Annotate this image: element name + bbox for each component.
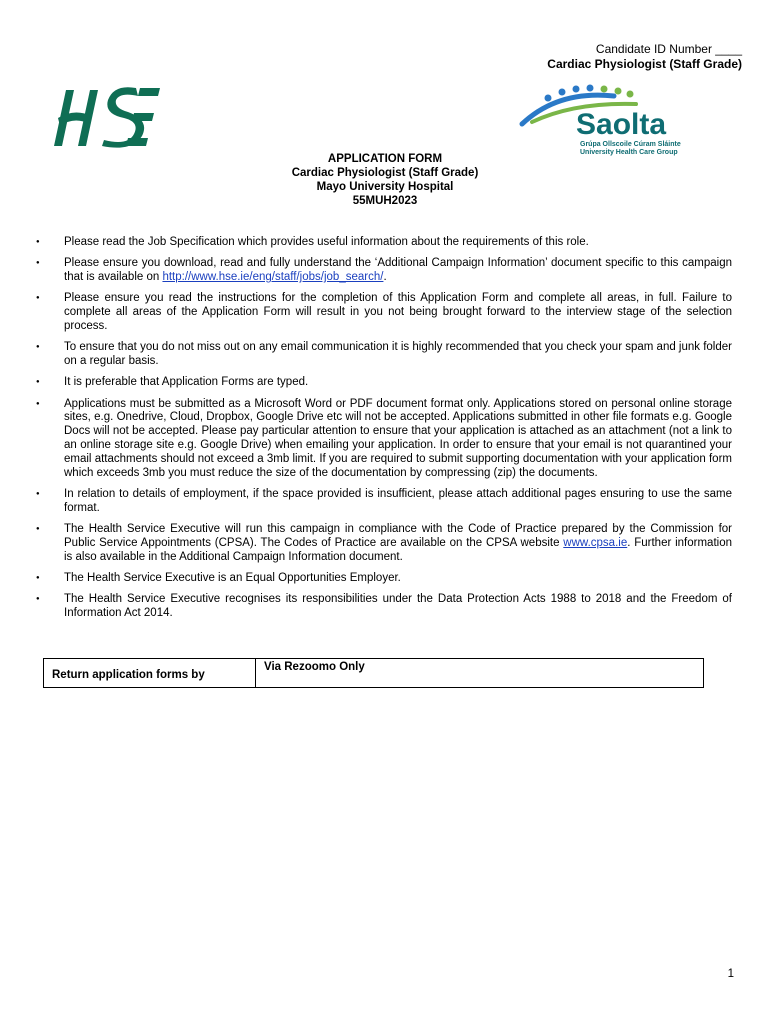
page-number: 1	[727, 968, 734, 980]
list-item: ● Please ensure you read the instructions for the completion of this Application Form and complete all areas, in full. Failure to complete all areas of the Application Form will result in you not being brought forward to the interview stage of the selection process.	[34, 292, 732, 333]
candidate-header	[547, 42, 742, 72]
candidate-id-field[interactable]: Candidate ID Number ____	[595, 42, 742, 56]
list-item: ● Please read the Job Specification which provides useful information about the requirements of this role.	[34, 236, 732, 250]
list-item: ● In relation to details of employment, if the space provided is insufficient, please attach additional pages ensuring to use the same format.	[34, 488, 732, 516]
saolta-logo	[518, 84, 714, 158]
form-role: Cardiac Physiologist (Staff Grade)	[291, 167, 479, 179]
list-item: ● Please ensure you download, read and fully understand the ‘Additional Campaign Information’ document specific to this campaign that is available on http://www.hse.ie/eng/staff/jobs/job_search/.	[34, 257, 732, 285]
list-item: ● The Health Service Executive will run this campaign in compliance with the Code of Practice prepared by the Commission for Public Service Appointments (CPSA). The Codes of Practice are available on the CPSA website www.cpsa.ie. Further information is also available in the Additional Campaign Information document.	[34, 523, 732, 564]
list-item: ● The Health Service Executive is an Equal Opportunities Employer.	[34, 572, 732, 586]
saolta-tagline-irish: Grúpa Ollscoile Cúram Sláinte	[580, 141, 681, 148]
form-hospital: Mayo University Hospital	[316, 181, 454, 193]
list-item: ● To ensure that you do not miss out on any email communication it is highly recommended that you check your spam and junk folder on a regular basis.	[34, 341, 732, 369]
form-reference: 55MUH2023	[352, 195, 418, 207]
list-item: ● Applications must be submitted as a Microsoft Word or PDF document format only. Applications stored on personal online storage sites, e.g. Onedrive, Cloud, Dropbox, Google Drive etc will not be accepted. Applications submitted in other file formats e.g. Google Docs will not be accepted. Please pay particular attention to ensure that your application is attached as an attachment (not a link to an online storage site e.g. Google Drive) when emailing your application. In order to ensure that your email is not quarantined your email attachments should not exceed a 3mb limit. If you are required to submit supporting documentation with your application form which exceeds 3mb you must reduce the size of the documentation by compressing (zip) the documents.	[34, 398, 732, 481]
list-item: ● The Health Service Executive recognises its responsibilities under the Data Protection Acts 1988 to 2018 and the Freedom of Information Act 2014.	[34, 593, 732, 621]
hse-logo	[52, 80, 162, 150]
saolta-wordmark: Saolta	[576, 108, 667, 141]
return-table	[43, 658, 704, 688]
return-value: Via Rezoomo Only	[256, 659, 704, 688]
role-heading: Cardiac Physiologist (Staff Grade)	[547, 57, 742, 71]
list-item: ● It is preferable that Application Forms are typed.	[34, 376, 732, 390]
saolta-tagline-english: University Health Care Group	[580, 149, 678, 156]
cpsa-link[interactable]: www.cpsa.ie	[563, 536, 628, 549]
form-title-block	[0, 152, 770, 208]
return-label: Return application forms by	[44, 659, 256, 688]
job-search-link[interactable]: http://www.hse.ie/eng/staff/jobs/job_search/	[162, 271, 384, 284]
instructions-list	[34, 236, 732, 628]
form-title: APPLICATION FORM	[327, 153, 443, 165]
